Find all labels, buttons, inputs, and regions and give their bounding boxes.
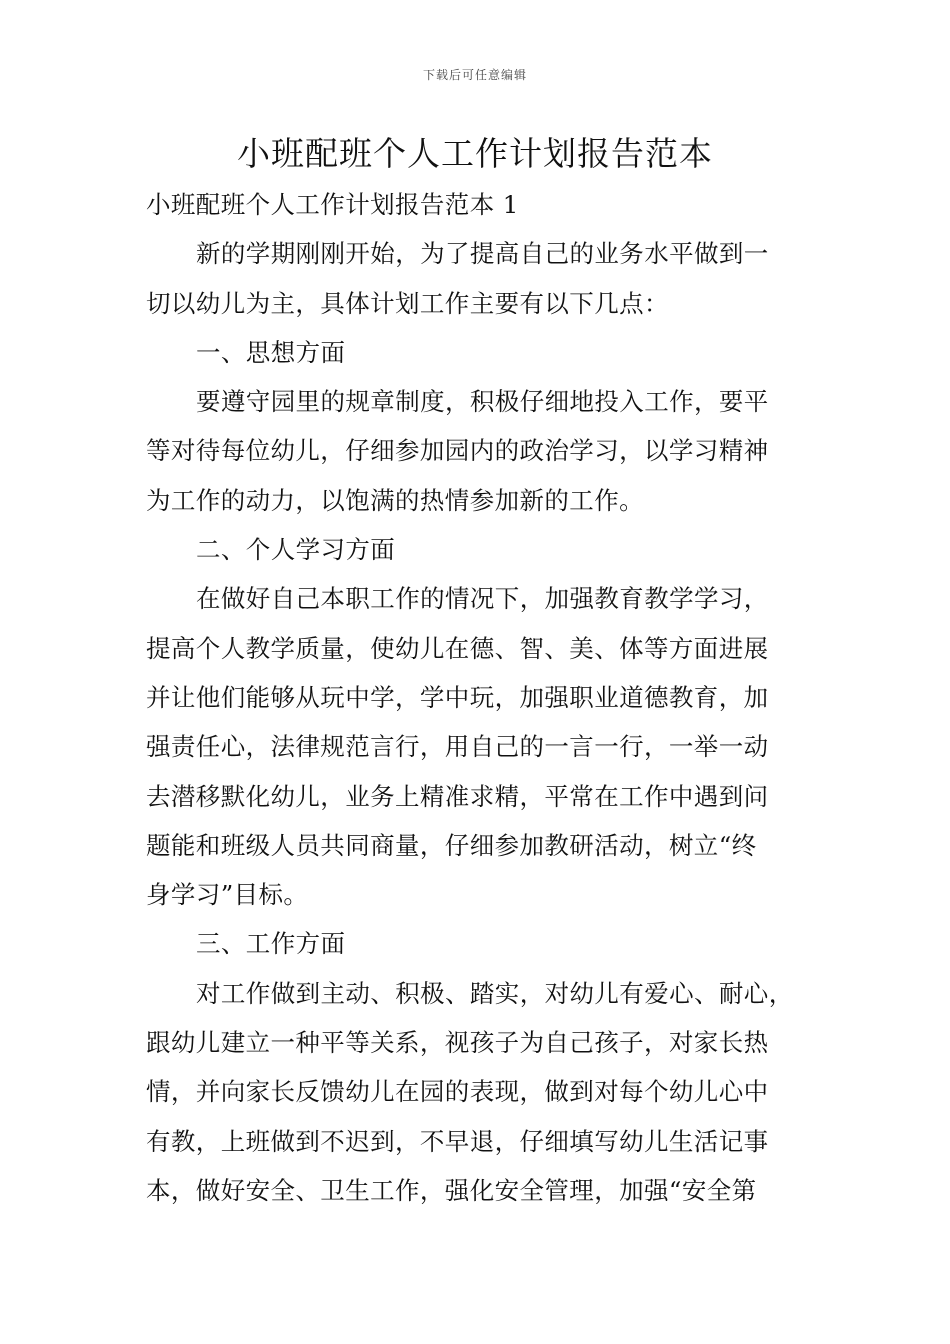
text-line: 并让他们能够从玩中学，学中玩，加强职业道德教育，加 bbox=[146, 682, 769, 712]
text-line: 为工作的动力，以饱满的热情参加新的工作。 bbox=[146, 485, 644, 515]
text-line: 题能和班级人员共同商量，仔细参加教研活动，树立“终 bbox=[146, 830, 757, 860]
text-line: 切以幼儿为主，具体计划工作主要有以下几点： bbox=[146, 288, 669, 318]
text-line: 三、工作方面 bbox=[196, 929, 346, 959]
text-line: 本，做好安全、卫生工作，强化安全管理，加强“安全第 bbox=[146, 1175, 757, 1205]
text-line: 在做好自己本职工作的情况下，加强教育教学学习， bbox=[196, 584, 769, 614]
text-line: 新的学期刚刚开始，为了提高自己的业务水平做到一 bbox=[196, 239, 769, 269]
text-line: 二、个人学习方面 bbox=[196, 535, 396, 565]
text-line: 提高个人教学质量，使幼儿在德、智、美、体等方面进展 bbox=[146, 633, 769, 663]
text-line: 情，并向家长反馈幼儿在园的表现，做到对每个幼儿心中 bbox=[146, 1077, 769, 1107]
text-line: 等对待每位幼儿，仔细参加园内的政治学习，以学习精神 bbox=[146, 436, 769, 466]
text-line: 身学习”目标。 bbox=[146, 880, 309, 910]
text-line: 有教，上班做到不迟到，不早退，仔细填写幼儿生活记事 bbox=[146, 1126, 769, 1156]
text-line: 去潜移默化幼儿，业务上精准求精，平常在工作中遇到问 bbox=[146, 781, 769, 811]
text-line: 对工作做到主动、积极、踏实，对幼儿有爱心、耐心， bbox=[196, 978, 794, 1008]
text-line: 一、思想方面 bbox=[196, 337, 346, 367]
text-line: 要遵守园里的规章制度，积极仔细地投入工作，要平 bbox=[196, 387, 769, 417]
text-line: 小班配班个人工作计划报告范本 1 bbox=[146, 190, 519, 219]
text-line: 跟幼儿建立一种平等关系，视孩子为自己孩子，对家长热 bbox=[146, 1028, 769, 1058]
header-note: 下载后可任意编辑 bbox=[422, 68, 527, 82]
document-body bbox=[146, 180, 816, 1215]
text-line: 强责任心，法律规范言行，用自己的一言一行，一举一动 bbox=[146, 732, 769, 762]
document-title: 小班配班个人工作计划报告范本 bbox=[237, 134, 713, 173]
